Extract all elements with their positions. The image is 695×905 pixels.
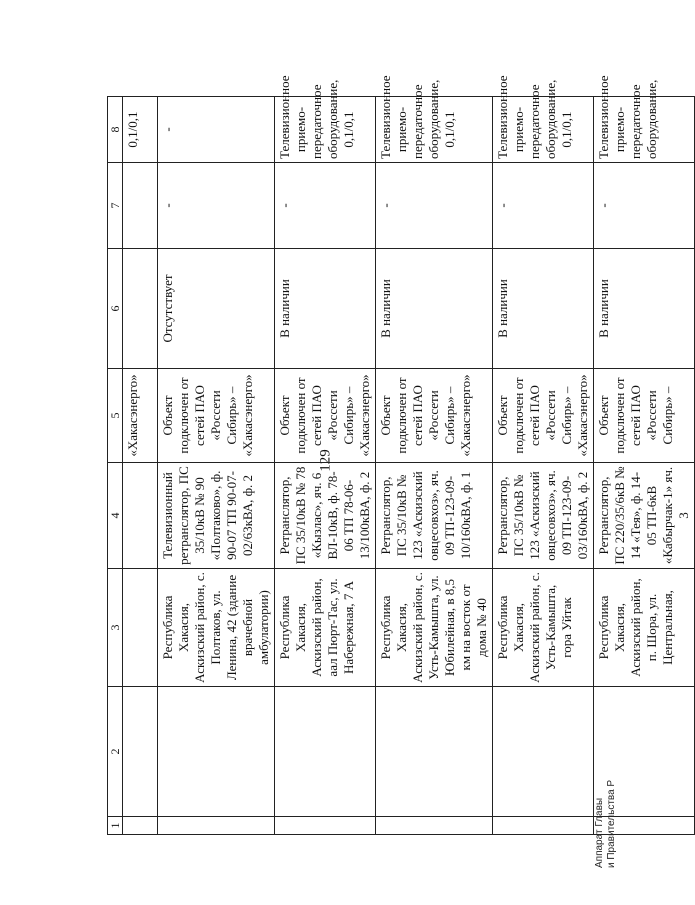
table-row [275,97,376,835]
cell-col8: Телевизионное приемо-передаточное оборудование, [594,97,695,163]
cell-number [158,817,275,835]
footer-stamp [594,728,634,868]
cell-availability: В наличии [376,249,493,369]
cell-number [376,817,493,835]
cell-number [493,817,594,835]
cell-address: Республика Хакасия, Аскизский район, аал Пюрт-Тас, ул. Набережная, 7 А [275,569,376,687]
cell-power-source: Объект подключен от сетей ПАО «Россети Сибирь» – «Хакасэнерго» [493,369,594,463]
column-number: 3 [108,569,123,687]
cell-power-source: Объект подключен от сетей ПАО «Россети Сибирь» – «Хакасэнерго» [158,369,275,463]
cell-power-source: Объект подключен от сетей ПАО «Россети Сибирь» – «Хакасэнерго» [275,369,376,463]
table-row [594,97,695,835]
cell-col8: Телевизионное приемо-передаточное оборудование, 0,1/0,1 [376,97,493,163]
column-number: 5 [108,369,123,463]
cell-equipment: Ретранслятор, ПС 35/10кВ № 78 «Кызлас», яч. 6 ВЛ-10кВ, ф. 78-06 ТП 78-06-13/100кВА, ф. 2 [275,463,376,569]
table-row [493,97,594,835]
cell-col7: - [275,163,376,249]
column-number: 6 [108,249,123,369]
cell-equipment: Телевизионный ретранслятор, ПС 35/10кВ № 90 «Полтаково», ф. 90-07 ТП 90-07-02/63кВА, ф. 2 [158,463,275,569]
cell-address [123,569,158,687]
cell-number [275,817,376,835]
column-number: 8 [108,97,123,163]
table-row [376,97,493,835]
column-number-row [108,97,123,835]
cell-name [275,687,376,817]
cell-address: Республика Хакасия, Аскизский район, с. Усть-Камышта, гора Уйтак [493,569,594,687]
cell-availability [123,249,158,369]
table-row [123,97,158,835]
cell-availability: В наличии [493,249,594,369]
column-number: 2 [108,687,123,817]
cell-availability: В наличии [275,249,376,369]
column-number: 1 [108,817,123,835]
cell-equipment: Ретранслятор, ПС 35/10кВ № 123 «Аскизский овцесовхоз», яч. 09 ТП-123-09-03/160кВА, ф. 2 [493,463,594,569]
cell-equipment [123,463,158,569]
cell-name [493,687,594,817]
cell-address: Республика Хакасия, Аскизский район, с. Усть-Камышта, ул. Юбилейная, в 8,5 км на восток от дома № 40 [376,569,493,687]
column-number: 7 [108,163,123,249]
footer-line: и Правительства Р [606,779,617,868]
cell-col7: - [158,163,275,249]
cell-address: Республика Хакасия, Аскизский район, с. Полтаков, ул. Ленина, 42 (здание врачебной амбулатории) [158,569,275,687]
cell-col8: Телевизионное приемо-передаточное оборудование, 0,1/0,1 [493,97,594,163]
table-row [158,97,275,835]
cell-col7: - [376,163,493,249]
cell-name [158,687,275,817]
cell-name [376,687,493,817]
footer-line: Аппарат Главы [594,797,605,868]
cell-col8: Телевизионное приемо-передаточное оборудование, 0,1/0,1 [275,97,376,163]
data-table [107,75,695,835]
cell-equipment: Ретранслятор, ПС 220/35/6кВ № 14 «Тея», ф. 14-05 ТП-6кВ «Кабырчак-1» яч. 3 [594,463,695,569]
column-number: 4 [108,463,123,569]
cell-col8: 0,1/0,1 [123,97,158,163]
cell-col7 [123,163,158,249]
cell-equipment: Ретранслятор, ПС 35/10кВ № 123 «Аскизский овцесовхоз», яч. 09 ТП-123-09-10/160кВА, ф. 1 [376,463,493,569]
cell-power-source: Объект подключен от сетей ПАО «Россети Сибирь» – [594,369,695,463]
cell-col8: - [158,97,275,163]
cell-power-source: Объект подключен от сетей ПАО «Россети Сибирь» – «Хакасэнерго» [376,369,493,463]
cell-col7: - [493,163,594,249]
cell-col7: - [594,163,695,249]
cell-name [123,687,158,817]
cell-availability: Отсутствует [158,249,275,369]
cell-number [123,817,158,835]
cell-power-source: «Хакасэнерго» [123,369,158,463]
cell-availability: В наличии [594,249,695,369]
page-number: 129 [317,449,334,472]
cell-address: Республика Хакасия, Аскизский район, п. Шора, ул. Центральная, [594,569,695,687]
